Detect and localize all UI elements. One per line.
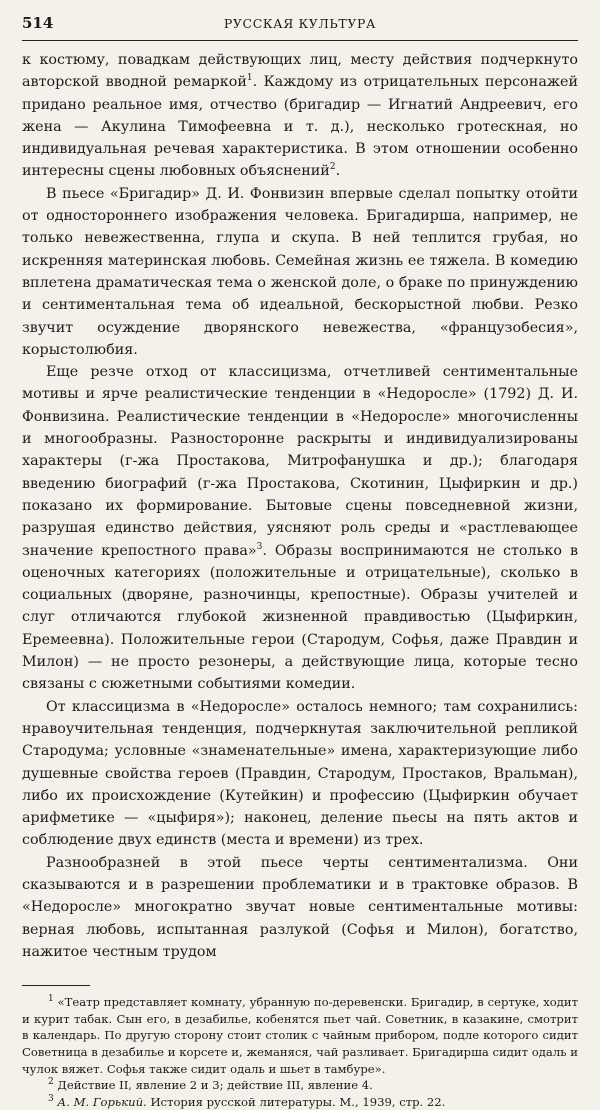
footnote: $^3$ А. М. Горький. История русской литературы. М., 1939, стр. 22.: [48, 1093, 446, 1109]
footnote-ref: 2: [329, 162, 336, 173]
footnotes: [22, 994, 578, 1110]
paragraph: к костюму, повадкам действующих лиц, месту действия подчеркнуто авторской вводной ремаркой$^1$. Каждому из отрицательных персонажей придано реальное имя, отчество (бригадир — Игнатий Андреевич, его жена — Акулина Тимофеевна и т. д.), несколько гротескная, но индивидуальная речевая характеристика. В этом отношении особенно интересны сцены любовных объяснений$^2$.: [22, 52, 578, 180]
footnote: $^1$ «Театр представляет комнату, убранную по-деревенски. Бригадир, в сертуке, ходит и курит табак. Сын его, в дезабилье, кобенятся пьет чай. Советник, в казакине, смотрит в календарь. По другую сторону стоит столик с чайным прибором, подле которого сидит Советница в дезабилье и корсете и, жеманяся, чай разливает. Бригадирша сидит одаль и чулок вяжет. Софья также сидит одаль и шьет в тамбуре».: [22, 994, 578, 1076]
footnote: $^2$ Действие II, явление 2 и 3; действие III, явление 4.: [48, 1077, 373, 1093]
paragraph: Еще резче отход от классицизма, отчетливей сентиментальные мотивы и ярче реалистические тенденции в «Недоросле» (1792) Д. И. Фонвизина. Реалистические тенденции в «Недоросле» многочисленны и многообразны. Разносторонне раскрыты и индивидуализированы характеры (г-жа Простакова, Митрофанушка и др.); благодаря введению биографий (г-жа Простакова, Скотинин, Цыфиркин и др.) показано их формирование. Бытовые сцены повседневной жизни, разрушая единство действия, уясняют роль среды и «растлевающее значение крепостного права»$^3$. Образы воспринимаются не столько в оценочных категориях (положительные и отрицательные), сколько в социальных (дворяне, разночинцы, крепостные). Образы учителей и слуг отличаются глубокой жизненной правдивостью (Цыфиркин, Еремеевна). Положительные герои (Стародум, Софья, даже Правдин и Милон) — не просто резонеры, а действующие лица, которые тесно связаны с сюжетными событиями комедии.: [22, 364, 578, 693]
footnote-ref: 3: [256, 541, 263, 552]
footnote-author: А. М. Горький.: [57, 1094, 147, 1109]
paragraph: В пьесе «Бригадир» Д. И. Фонвизин впервые сделал попытку отойти от одностороннего изображения человека. Бригадирша, например, не только невежественна, глупа и скупа. В ней теплится грубая, но искренняя материнская любовь. Семейная жизнь ее тяжела. В комедию вплетена драматическая тема о женской доле, о браке по принуждению и сентиментальная тема об идеальной, бескорыстной любви. Резко звучит осуждение дворянского невежества, «французобесия», корыстолюбия.: [22, 185, 578, 358]
main-text: [22, 49, 578, 963]
page-header: [22, 14, 578, 41]
footnote-ref: 1: [246, 73, 253, 84]
paragraph: Разнообразней в этой пьесе черты сентиментализма. Они сказываются и в разрешении проблематики и в трактовке образов. В «Недоросле» многократно звучат новые сентиментальные мотивы: верная любовь, испытанная разлукой (Софья и Милон), богатство, нажитое честным трудом: [22, 854, 578, 960]
running-head: РУССКАЯ КУЛЬТУРА: [223, 16, 377, 31]
paragraph: От классицизма в «Недоросле» осталось немного; там сохранились: нравоучительная тенденция, подчеркнутая заключительной репликой Стародума; условные «знаменательные» имена, характеризующие либо душевные свойства героев (Правдин, Стародум, Простаков, Вральман), либо их происхождение (Кутейкин) и профессию (Цыфиркин обучает арифметике — «цыфиря»); наконец, деление пьесы на пять актов и соблюдение двух единств (места и времени) из трех.: [22, 698, 578, 849]
footnote-separator: [22, 985, 90, 986]
page-number: 514: [22, 14, 54, 32]
